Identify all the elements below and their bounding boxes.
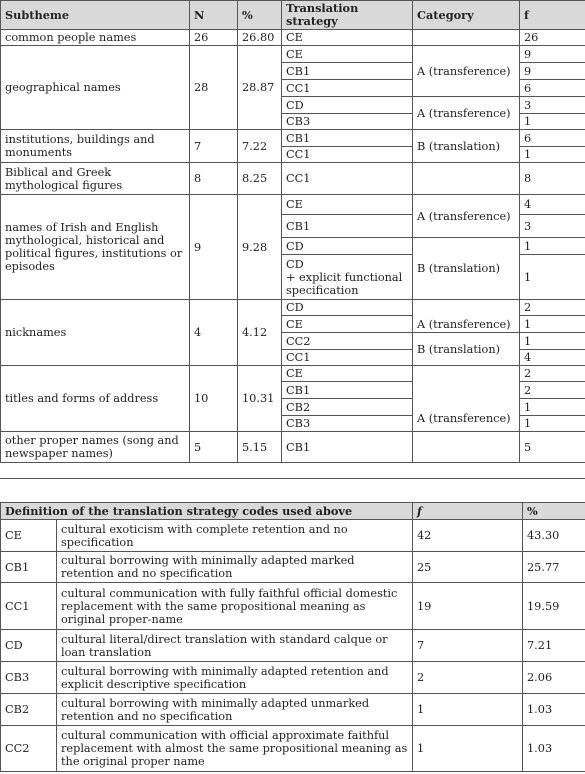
category-cell: A (transference) [413,97,520,130]
strategy-cell: CD [282,238,413,255]
f-cell: 2 [413,662,523,694]
f-cell: 1 [413,726,523,772]
strategy-cell: CC1 [282,80,413,97]
definition-cell: cultural literal/direct translation with standard calque or loan translation [57,630,413,662]
strategy-cell: CB3 [282,114,413,130]
f-cell: 8 [520,163,585,195]
percent-cell: 28.87 [238,46,282,130]
subtheme-cell: institutions, buildings and monuments [1,130,190,163]
definition-cell: cultural borrowing with minimally adapted marked retention and no specification [57,552,413,583]
f-cell: 2 [520,382,585,399]
strategy-cell: CB1 [282,63,413,80]
f-cell: 1 [520,316,585,333]
f-cell: 25 [413,552,523,583]
code-cell: CB3 [1,662,57,694]
strategy-cell: CB2 [282,399,413,416]
strategy-cell: CB1 [282,130,413,147]
table-row [1,30,585,46]
table-row [1,300,585,316]
f-cell: 1 [413,694,523,726]
percent-cell: 7.22 [238,130,282,163]
percent-cell: 9.28 [238,195,282,300]
f-cell: 2 [520,300,585,316]
f-cell: 1 [520,399,585,416]
category-cell: A (transference) [413,366,520,432]
percent-cell: 1.03 [523,694,585,726]
category-cell: B (translation) [413,130,520,163]
f-cell: 4 [520,195,585,215]
category-cell: A (transference) [413,195,520,238]
column-header-n: N [190,1,238,30]
subtheme-cell: Biblical and Greek mythological figures [1,163,190,195]
strategy-cell: CB1 [282,215,413,238]
f-cell: 1 [520,255,585,300]
table-spacer [0,478,585,503]
column-header-definition: Definition of the translation strategy codes used above [1,503,413,520]
percent-cell: 7.21 [523,630,585,662]
f-cell: 4 [520,350,585,366]
subtheme-cell: names of Irish and English mythological, historical and political figures, institutions or episodes [1,195,190,300]
column-header-f: f [413,503,523,520]
subtheme-cell: common people names [1,30,190,46]
subtheme-cell: other proper names (song and newspaper names) [1,432,190,463]
strategy-cell: CE [282,316,413,333]
f-cell: 6 [520,80,585,97]
n-cell: 9 [190,195,238,300]
table-row [1,130,585,147]
table-row [1,432,585,463]
strategy-cell: CD + explicit functional specification [282,255,413,300]
f-cell: 1 [520,416,585,432]
column-header-f: f [520,1,585,30]
strategy-cell: CE [282,366,413,382]
category-cell [413,432,520,463]
f-cell: 1 [520,238,585,255]
strategy-codes-table [0,502,585,772]
n-cell: 28 [190,46,238,130]
category-cell: A (transference) [413,300,520,333]
column-header-percent: % [523,503,585,520]
percent-cell: 26.80 [238,30,282,46]
f-cell: 9 [520,46,585,63]
table-row [1,726,585,772]
n-cell: 5 [190,432,238,463]
column-header-percent: % [238,1,282,30]
subtheme-cell: nicknames [1,300,190,366]
table-header-row [1,1,585,30]
category-cell [413,163,520,195]
table-header-row [1,503,585,520]
f-cell: 1 [520,114,585,130]
strategy-cell: CC1 [282,163,413,195]
f-cell: 6 [520,130,585,147]
table-row [1,630,585,662]
table-row [1,195,585,215]
category-cell: B (translation) [413,333,520,366]
percent-cell: 1.03 [523,726,585,772]
code-cell: CC2 [1,726,57,772]
strategy-cell: CE [282,46,413,63]
column-header-translation-strategy: Translation strategy [282,1,413,30]
code-cell: CE [1,520,57,552]
f-cell: 7 [413,630,523,662]
percent-cell: 4.12 [238,300,282,366]
table-row [1,366,585,382]
f-cell: 1 [520,333,585,350]
subtheme-cell: titles and forms of address [1,366,190,432]
table-row [1,46,585,63]
f-cell: 42 [413,520,523,552]
n-cell: 8 [190,163,238,195]
strategy-cell: CD [282,300,413,316]
strategy-cell: CC1 [282,350,413,366]
f-cell: 26 [520,30,585,46]
strategy-cell: CD [282,97,413,114]
table-row [1,694,585,726]
category-cell [413,30,520,46]
strategy-cell: CB1 [282,432,413,463]
percent-cell: 2.06 [523,662,585,694]
category-cell: A (transference) [413,46,520,97]
table-row [1,552,585,583]
code-cell: CB1 [1,552,57,583]
strategy-cell: CB1 [282,382,413,399]
n-cell: 26 [190,30,238,46]
table-row [1,583,585,630]
strategy-cell: CB3 [282,416,413,432]
definition-cell: cultural communication with official approximate faithful replacement with almost the same propositional meaning as the original proper name [57,726,413,772]
f-cell: 9 [520,63,585,80]
percent-cell: 43.30 [523,520,585,552]
percent-cell: 25.77 [523,552,585,583]
f-cell: 5 [520,432,585,463]
table-row [1,520,585,552]
strategy-cell: CC1 [282,147,413,163]
percent-cell: 10.31 [238,366,282,432]
f-cell: 2 [520,366,585,382]
code-cell: CC1 [1,583,57,630]
definition-cell: cultural exoticism with complete retention and no specification [57,520,413,552]
percent-cell: 8.25 [238,163,282,195]
f-cell: 3 [520,215,585,238]
n-cell: 10 [190,366,238,432]
f-cell: 1 [520,147,585,163]
column-header-subtheme: Subtheme [1,1,190,30]
percent-cell: 19.59 [523,583,585,630]
category-cell: B (translation) [413,238,520,300]
column-header-category: Category [413,1,520,30]
percent-cell: 5.15 [238,432,282,463]
n-cell: 7 [190,130,238,163]
strategy-cell: CE [282,30,413,46]
f-cell: 19 [413,583,523,630]
subtheme-cell: geographical names [1,46,190,130]
definition-cell: cultural borrowing with minimally adapted retention and explicit descriptive specification [57,662,413,694]
code-cell: CB2 [1,694,57,726]
strategy-cell: CC2 [282,333,413,350]
table-row [1,662,585,694]
definition-cell: cultural communication with fully faithful official domestic replacement with the same propositional meaning as original proper-name [57,583,413,630]
code-cell: CD [1,630,57,662]
f-cell: 3 [520,97,585,114]
strategy-cell: CE [282,195,413,215]
definition-cell: cultural borrowing with minimally adapted unmarked retention and no specification [57,694,413,726]
n-cell: 4 [190,300,238,366]
table-row [1,163,585,195]
